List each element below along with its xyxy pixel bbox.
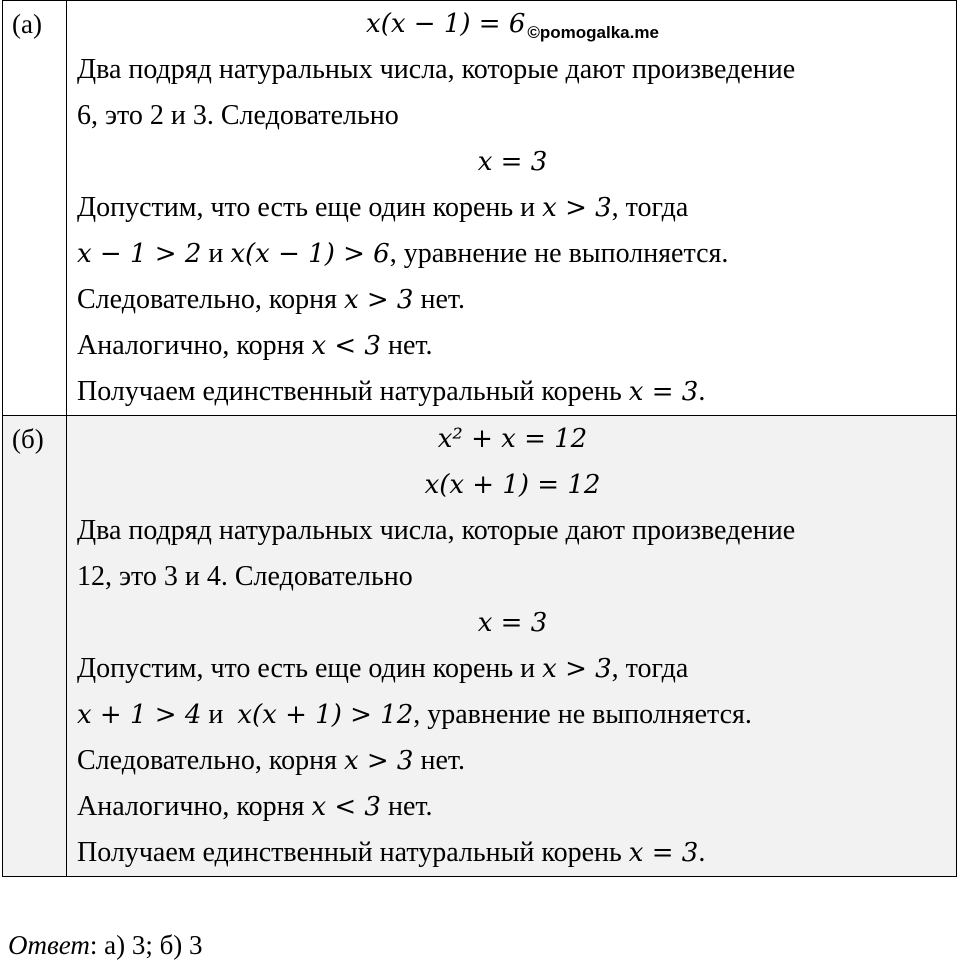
- answer-text: : а) 3; б) 3: [89, 930, 203, 960]
- text-line: Следовательно, корня x > 3 нет.: [77, 284, 466, 315]
- answer-line: [8, 922, 203, 968]
- equation-line: x(x − 1) = 6 $_{©pomogalka.me}$: [366, 9, 659, 42]
- text-line: x − 1 > 2 и x(x − 1) > 6, уравнение не выполняется.: [77, 238, 729, 269]
- text-line: Следовательно, корня x > 3 нет.: [77, 745, 466, 776]
- text-line: Аналогично, корня x < 3 нет.: [77, 330, 433, 361]
- text-line: Два подряд натуральных числа, которые дают произведение: [77, 54, 796, 85]
- text-line: 6, это 2 и 3. Следовательно: [77, 100, 399, 131]
- solution-table: [2, 0, 957, 877]
- equation-line: x² + x = 12: [437, 424, 588, 454]
- row-content: [67, 1, 957, 416]
- text-line: Допустим, что есть еще один корень и x > 3, тогда: [77, 192, 689, 223]
- text-line: 12, это 3 и 4. Следовательно: [77, 561, 413, 592]
- row-label: (б): [3, 416, 67, 877]
- text-line: x + 1 > 4 и x(x + 1) > 12, уравнение не выполняется.: [77, 699, 752, 730]
- answer-label: Ответ: [8, 930, 90, 960]
- row-content: [67, 416, 957, 877]
- solution-row-a: [3, 1, 957, 416]
- row-label: (а): [3, 1, 67, 416]
- equation-line: x = 3: [477, 608, 548, 638]
- watermark: ©pomogalka.me: [527, 23, 659, 42]
- text-line: Получаем единственный натуральный корень x = 3.: [77, 837, 706, 868]
- text-line: Допустим, что есть еще один корень и x > 3, тогда: [77, 653, 689, 684]
- equation-line: x = 3: [477, 147, 548, 177]
- text-line: Два подряд натуральных числа, которые дают произведение: [77, 515, 796, 546]
- equation-line: x(x + 1) = 12: [424, 470, 601, 500]
- text-line: Аналогично, корня x < 3 нет.: [77, 791, 433, 822]
- solution-row-b: [3, 416, 957, 877]
- text-line: Получаем единственный натуральный корень x = 3.: [77, 376, 706, 407]
